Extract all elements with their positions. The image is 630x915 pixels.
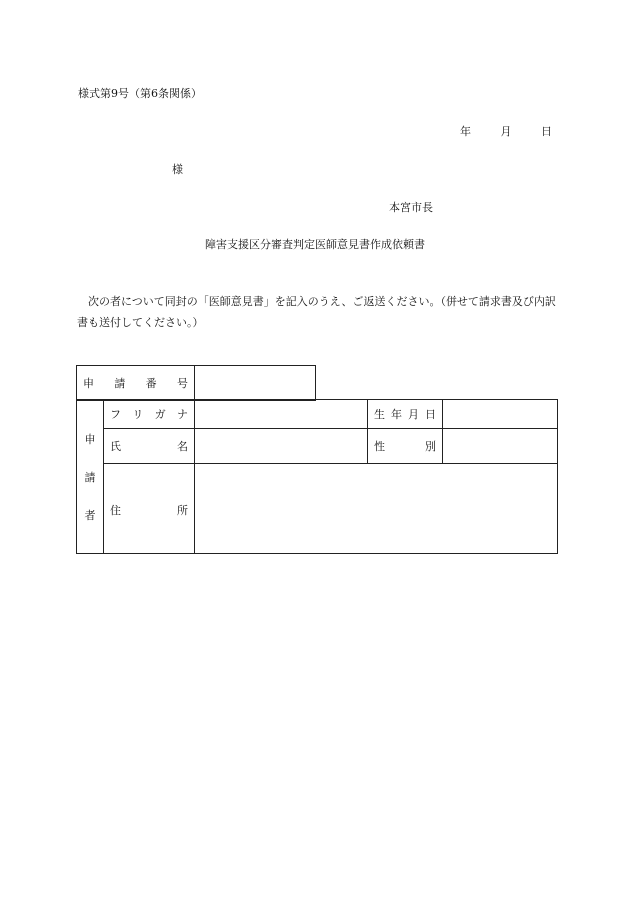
date-line [460, 123, 552, 139]
addressee-suffix: 様 [172, 163, 183, 176]
birthdate-field[interactable] [443, 400, 558, 429]
date-day: 日 [541, 125, 552, 138]
sender: 本宮市長 [389, 201, 433, 214]
birthdate-label: 生 年 月 日 [368, 400, 443, 429]
furigana-field[interactable] [195, 400, 368, 429]
body-text: 次の者について同封の「医師意見書」を記入のうえ、ご返送ください。（併せて請求書及び内訳書も送付してください。） [77, 295, 556, 329]
application-number-label: 申 請 番 号 [77, 366, 195, 401]
date-year: 年 [460, 125, 471, 138]
address-field[interactable] [195, 464, 558, 554]
date-month: 月 [500, 125, 512, 138]
application-number-field[interactable] [195, 366, 316, 401]
name-field[interactable] [195, 429, 368, 464]
furigana-label: フ リ ガ ナ [104, 400, 195, 429]
sex-label: 性 別 [368, 429, 443, 464]
address-label: 住 所 [104, 464, 195, 554]
form-number: 様式第9号（第6条関係） [78, 87, 202, 100]
applicant-label: 申 請 者 [77, 400, 104, 554]
sex-field[interactable] [443, 429, 558, 464]
name-label: 氏 名 [104, 429, 195, 464]
document-title: 障害支援区分審査判定医師意見書作成依頼書 [205, 238, 425, 251]
application-number-table [76, 365, 316, 401]
applicant-table [76, 399, 558, 554]
